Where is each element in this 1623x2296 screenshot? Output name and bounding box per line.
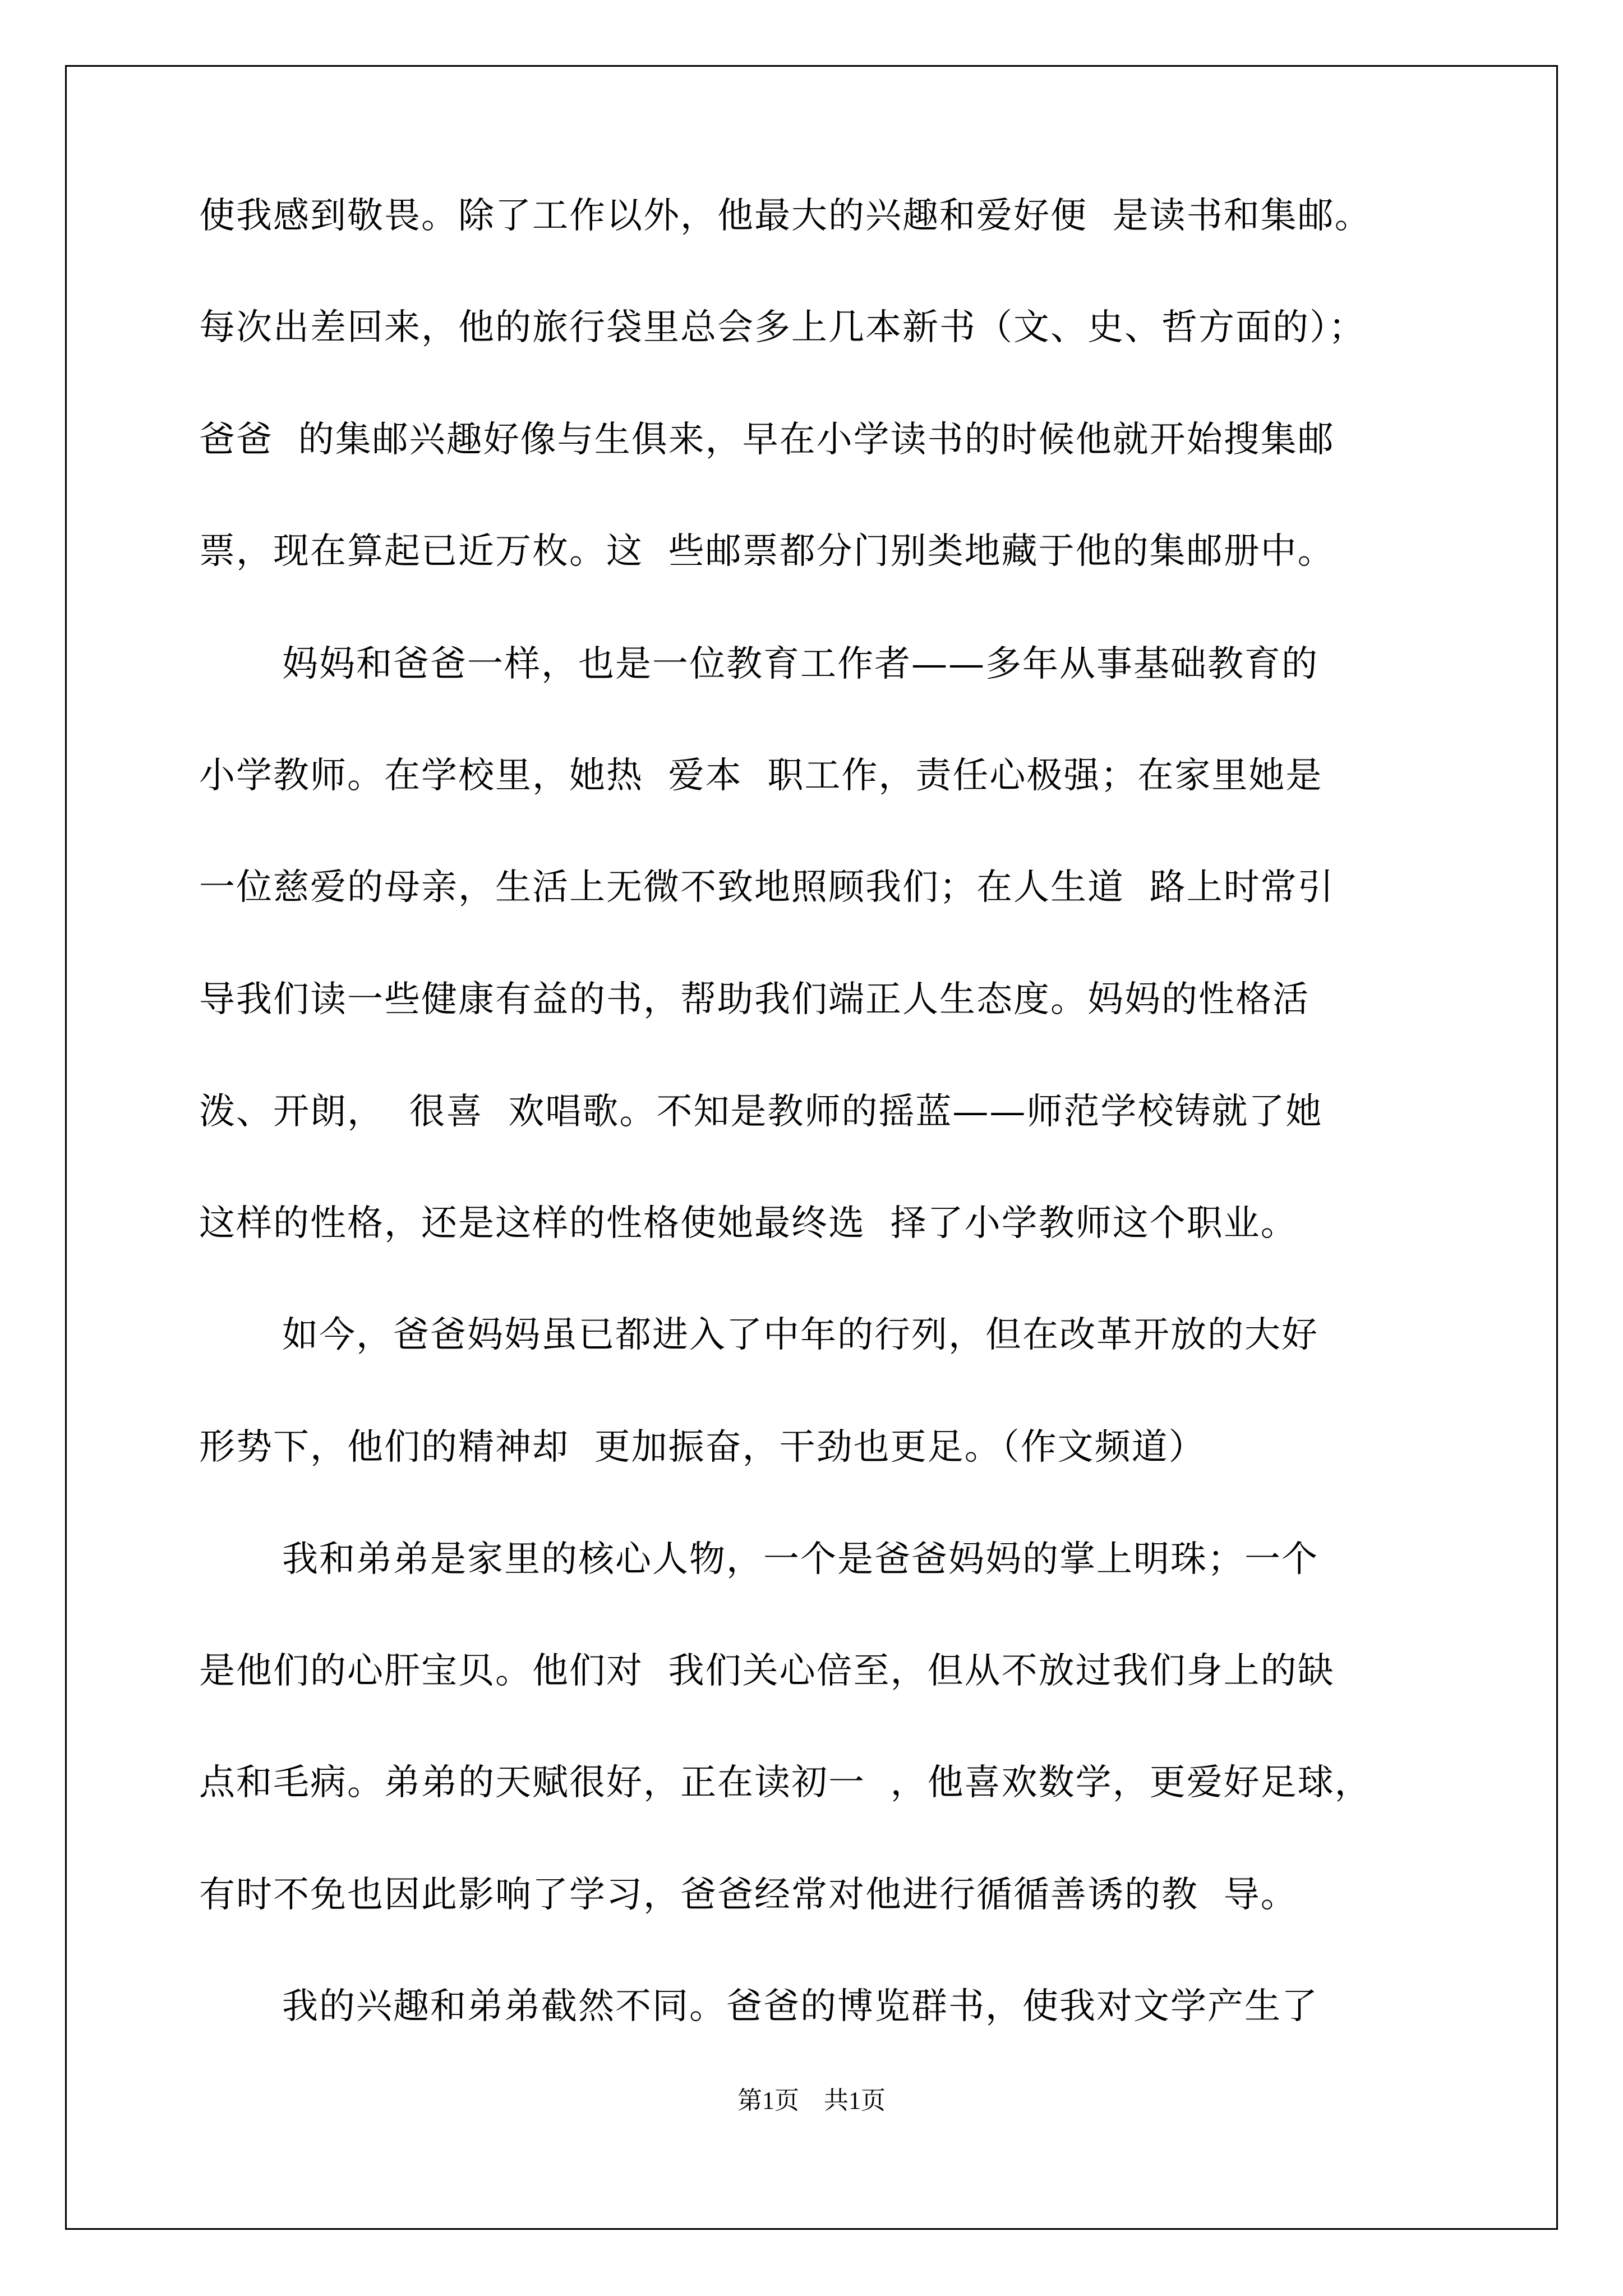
paragraph-start-line: 如今，爸爸妈妈虽已都进入了中年的行列，但在改革开放的大好 — [282, 1314, 1318, 1356]
text-line: 有时不免也因此影响了学习，爸爸经常对他进行循循善诱的教 导。 — [199, 1874, 1298, 1916]
paragraph-start-line: 我和弟弟是家里的核心人物，一个是爸爸妈妈的掌上明珠；一个 — [282, 1539, 1318, 1580]
text-line: 是他们的心肝宝贝。他们对 我们关心倍至，但从不放过我们身上的缺 — [199, 1650, 1335, 1692]
text-line: 形势下，他们的精神却 更加振奋，干劲也更足。（作文频道） — [199, 1427, 1206, 1468]
text-line: 一位慈爱的母亲，生活上无微不致地照顾我们；在人生道 路上时常引 — [199, 867, 1335, 908]
page-number-footer: 第1页 共1页 — [737, 2087, 886, 2114]
text-line: 爸爸 的集邮兴趣好像与生俱来，早在小学读书的时候他就开始搜集邮 — [199, 419, 1335, 461]
text-line: 票，现在算起已近万枚。这 些邮票都分门别类地藏于他的集邮册中。 — [199, 531, 1335, 572]
text-line: 每次出差回来，他的旅行袋里总会多上几本新书（文、史、哲方面的）； — [199, 307, 1366, 348]
text-line: 这样的性格，还是这样的性格使她最终选 择了小学教师这个职业。 — [199, 1203, 1298, 1244]
text-line: 使我感到敬畏。除了工作以外，他最大的兴趣和爱好便 是读书和集邮。 — [199, 195, 1372, 237]
paragraph-start-line: 我的兴趣和弟弟截然不同。爸爸的博览群书，使我对文学产生了 — [282, 1986, 1318, 2027]
text-line: 小学教师。在学校里，她热 爱本 职工作，责任心极强；在家里她是 — [199, 755, 1323, 797]
text-line: 导我们读一些健康有益的书，帮助我们端正人生态度。妈妈的性格活 — [199, 979, 1310, 1020]
paragraph-start-line: 妈妈和爸爸一样，也是一位教育工作者——多年从事基础教育的 — [282, 643, 1318, 685]
text-line: 点和毛病。弟弟的天赋很好，正在读初一 ，他喜欢数学，更爱好足球， — [199, 1762, 1372, 1803]
text-line: 泼、开朗， 很喜 欢唱歌。不知是教师的摇蓝——师范学校铸就了她 — [199, 1091, 1323, 1133]
